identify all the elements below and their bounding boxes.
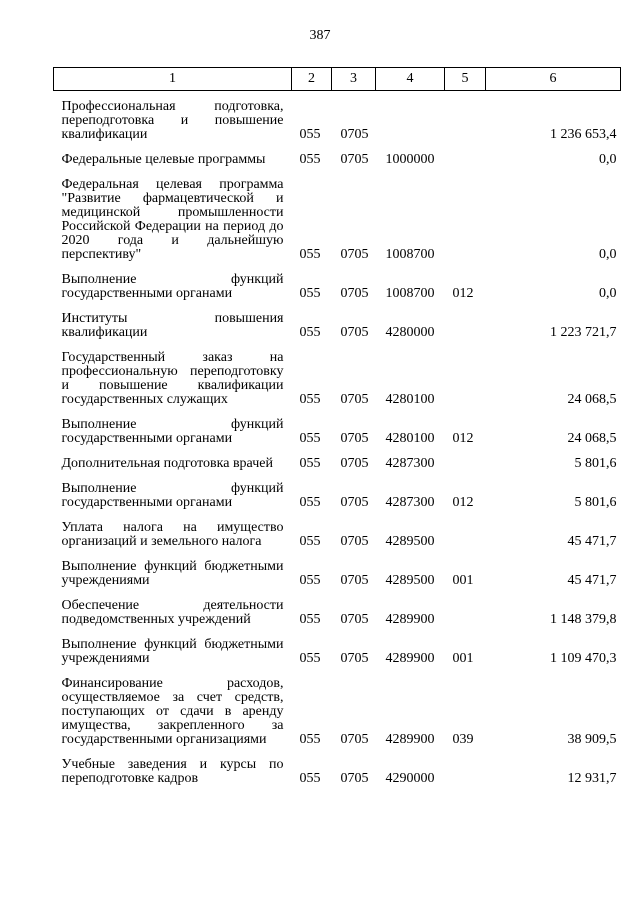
table-row (54, 677, 621, 758)
table-row (54, 560, 621, 599)
row-expense-type-code (445, 153, 486, 178)
row-section-code: 0705 (340, 325, 369, 340)
row-section-code: 0705 (340, 152, 369, 167)
row-ministry-code: 055 (299, 651, 321, 666)
row-amount: 0,0 (599, 152, 617, 167)
row-amount: 0,0 (599, 286, 617, 301)
table-row (54, 599, 621, 638)
header-col-2: 2 (292, 68, 332, 91)
row-section-code: 0705 (340, 573, 369, 588)
table-row (54, 638, 621, 677)
row-expense-type-code: 001 (452, 573, 474, 588)
header-col-3: 3 (332, 68, 376, 91)
row-name: Федеральные целевые программы (61, 152, 266, 167)
row-ministry-code: 055 (299, 127, 321, 142)
row-name: Выполнение функций государственными органами (61, 481, 284, 510)
table-row (54, 457, 621, 482)
table-body (54, 91, 621, 798)
row-name: Федеральная целевая программа "Развитие фармацевтической и медицинской промышленности Российской Федерации на период до 2020 года и дальнейшую перспективу" (61, 177, 284, 262)
header-col-5: 5 (445, 68, 486, 91)
table-row (54, 153, 621, 178)
table-header-row (54, 68, 621, 91)
row-ministry-code: 055 (299, 286, 321, 301)
row-expense-type-code (445, 457, 486, 482)
row-target-article-code: 1000000 (385, 152, 435, 167)
row-section-code: 0705 (340, 732, 369, 747)
row-expense-type-code (445, 312, 486, 351)
table-row (54, 521, 621, 560)
row-ministry-code: 055 (299, 495, 321, 510)
row-name: Финансирование расходов, осуществляемое за счет средств, поступающих от сдачи в аренду имущества, закрепленного за государственными организациями (61, 676, 284, 747)
row-name: Профессиональная подготовка, переподготовка и повышение квалификации (61, 99, 284, 142)
row-ministry-code: 055 (299, 325, 321, 340)
row-name: Государственный заказ на профессиональную переподготовку и повышение квалификации государственных служащих (61, 350, 284, 407)
row-target-article-code: 4289900 (385, 651, 435, 666)
row-ministry-code: 055 (299, 431, 321, 446)
row-target-article-code: 4287300 (385, 456, 435, 471)
row-name: Институты повышения квалификации (61, 311, 284, 340)
row-section-code: 0705 (340, 495, 369, 510)
row-target-article-code: 4287300 (385, 495, 435, 510)
row-amount: 38 909,5 (567, 732, 617, 747)
row-name: Дополнительная подготовка врачей (61, 456, 273, 471)
row-section-code: 0705 (340, 771, 369, 786)
row-expense-type-code (445, 351, 486, 418)
row-target-article-code (376, 91, 445, 154)
row-target-article-code: 1008700 (385, 286, 435, 301)
row-target-article-code: 4290000 (385, 771, 435, 786)
row-target-article-code: 4289900 (385, 732, 435, 747)
row-amount: 24 068,5 (567, 392, 617, 407)
row-ministry-code: 055 (299, 573, 321, 588)
row-expense-type-code: 012 (452, 286, 474, 301)
row-ministry-code: 055 (299, 456, 321, 471)
row-section-code: 0705 (340, 612, 369, 627)
row-amount: 1 109 470,3 (550, 651, 617, 666)
row-amount: 12 931,7 (567, 771, 617, 786)
row-expense-type-code: 012 (452, 431, 474, 446)
budget-table (53, 67, 621, 797)
row-section-code: 0705 (340, 534, 369, 549)
row-ministry-code: 055 (299, 732, 321, 747)
table-row (54, 351, 621, 418)
row-ministry-code: 055 (299, 247, 321, 262)
header-col-1: 1 (54, 68, 292, 91)
table-row (54, 418, 621, 457)
row-expense-type-code (445, 521, 486, 560)
row-section-code: 0705 (340, 286, 369, 301)
header-col-6: 6 (486, 68, 621, 91)
row-section-code: 0705 (340, 247, 369, 262)
row-target-article-code: 4289500 (385, 534, 435, 549)
row-amount: 24 068,5 (567, 431, 617, 446)
row-target-article-code: 4280000 (385, 325, 435, 340)
table-row (54, 91, 621, 154)
row-ministry-code: 055 (299, 392, 321, 407)
row-target-article-code: 4280100 (385, 431, 435, 446)
page-number: 387 (309, 28, 331, 43)
row-section-code: 0705 (340, 651, 369, 666)
row-section-code: 0705 (340, 392, 369, 407)
row-name: Обеспечение деятельности подведомственных учреждений (61, 598, 284, 627)
table-row (54, 758, 621, 797)
row-name: Учебные заведения и курсы по переподготовке кадров (61, 757, 284, 786)
row-target-article-code: 4289900 (385, 612, 435, 627)
row-name: Выполнение функций бюджетными учреждениями (61, 559, 284, 588)
row-expense-type-code (445, 599, 486, 638)
row-amount: 1 148 379,8 (550, 612, 617, 627)
row-amount: 5 801,6 (574, 495, 617, 510)
row-expense-type-code (445, 178, 486, 273)
row-expense-type-code (445, 91, 486, 154)
row-target-article-code: 1008700 (385, 247, 435, 262)
row-name: Выполнение функций государственными органами (61, 417, 284, 446)
row-name: Выполнение функций бюджетными учреждениями (61, 637, 284, 666)
row-ministry-code: 055 (299, 771, 321, 786)
row-target-article-code: 4280100 (385, 392, 435, 407)
row-expense-type-code: 001 (452, 651, 474, 666)
table-row (54, 273, 621, 312)
row-amount: 0,0 (599, 247, 617, 262)
row-target-article-code: 4289500 (385, 573, 435, 588)
row-section-code: 0705 (340, 431, 369, 446)
row-name: Уплата налога на имущество организаций и земельного налога (61, 520, 284, 549)
row-amount: 45 471,7 (567, 534, 617, 549)
table-row (54, 312, 621, 351)
row-ministry-code: 055 (299, 612, 321, 627)
header-col-4: 4 (376, 68, 445, 91)
row-expense-type-code: 012 (452, 495, 474, 510)
row-expense-type-code (445, 758, 486, 797)
row-amount: 1 236 653,4 (550, 127, 617, 142)
row-section-code: 0705 (340, 127, 369, 142)
row-ministry-code: 055 (299, 152, 321, 167)
table-row (54, 178, 621, 273)
row-section-code: 0705 (340, 456, 369, 471)
row-ministry-code: 055 (299, 534, 321, 549)
row-expense-type-code: 039 (452, 732, 474, 747)
row-amount: 5 801,6 (574, 456, 617, 471)
row-amount: 1 223 721,7 (550, 325, 617, 340)
row-amount: 45 471,7 (567, 573, 617, 588)
table-row (54, 482, 621, 521)
row-name: Выполнение функций государственными органами (61, 272, 284, 301)
